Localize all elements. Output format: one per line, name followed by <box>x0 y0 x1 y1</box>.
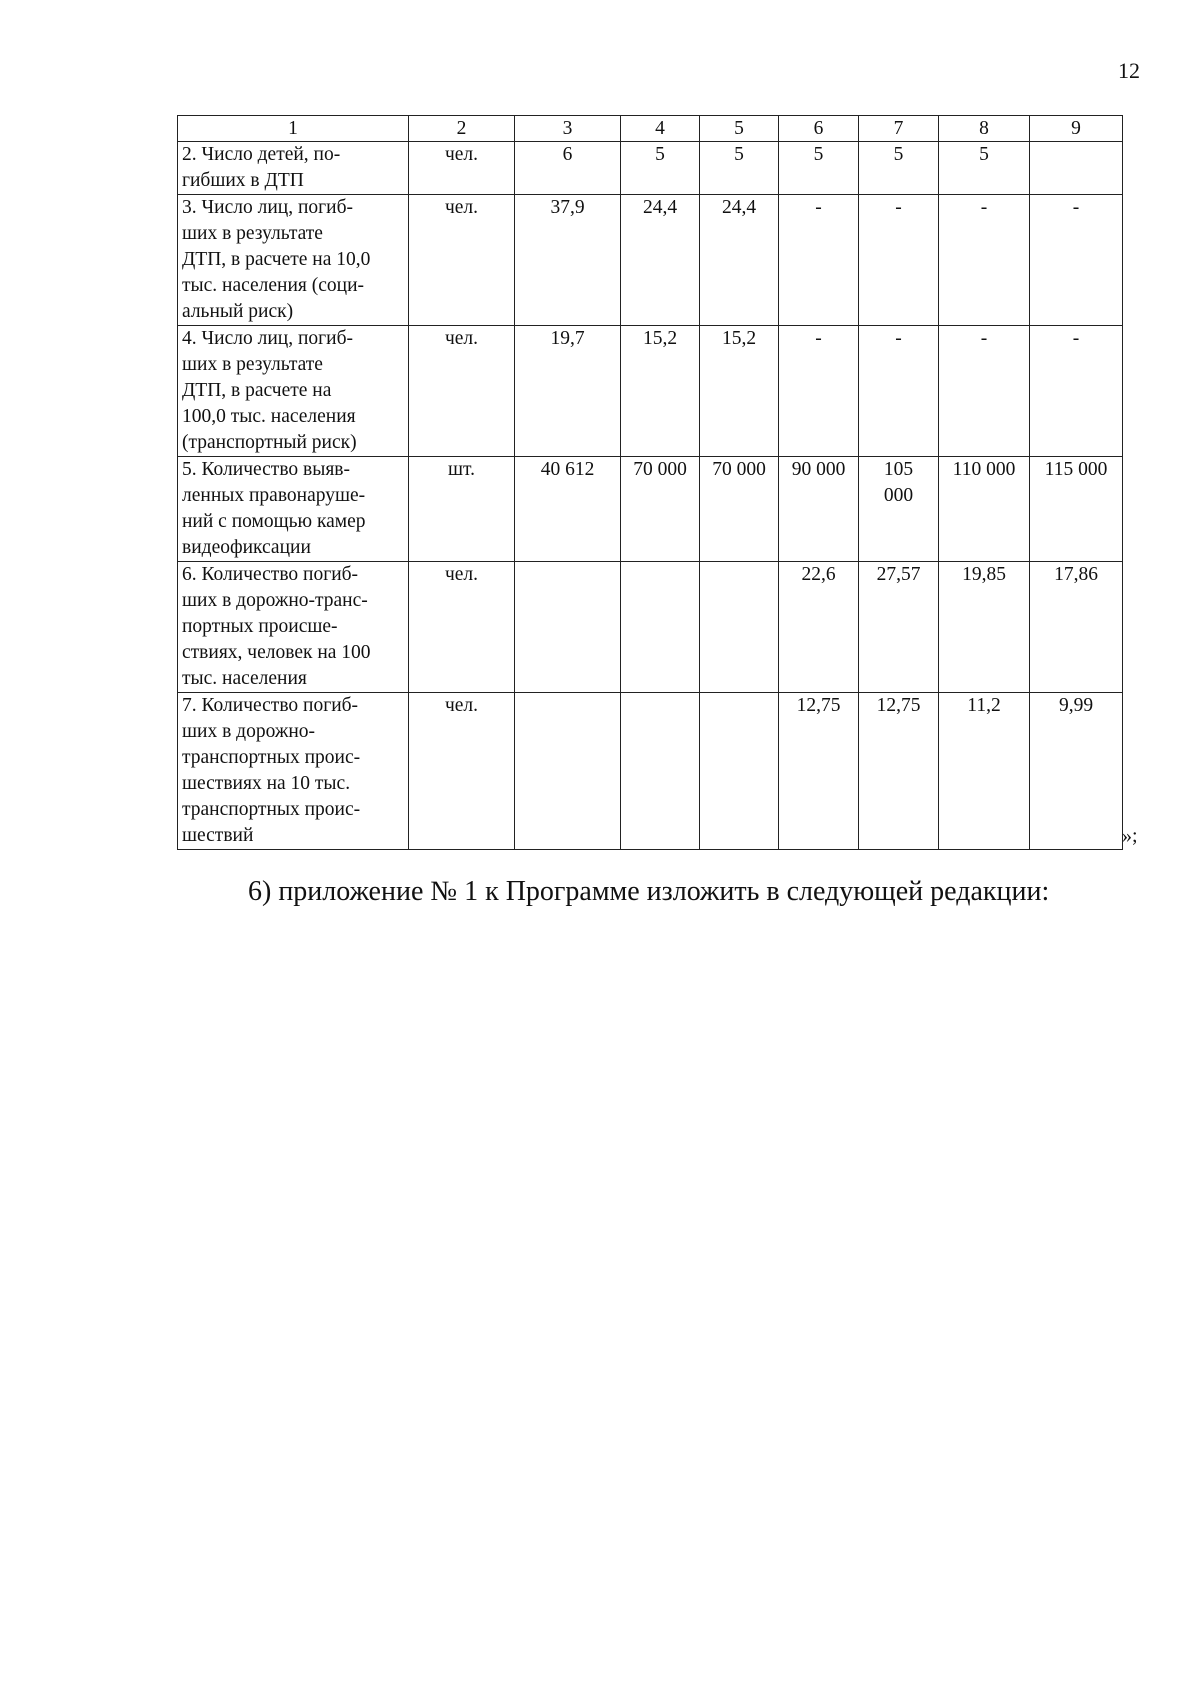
value-cell <box>515 693 621 850</box>
value-cell: 15,2 <box>621 326 700 457</box>
value-cell <box>515 562 621 693</box>
value-cell: - <box>939 326 1030 457</box>
value-cell: 11,2 <box>939 693 1030 850</box>
indicator-label: 7. Количество погиб- ших в дорожно- транспортных проис- шествиях на 10 тыс. транспортных проис- шествий <box>178 693 409 850</box>
column-header: 1 <box>178 116 409 142</box>
indicators-table <box>177 115 1123 850</box>
unit-cell: шт. <box>409 457 515 562</box>
unit-cell: чел. <box>409 693 515 850</box>
table-header-row <box>178 116 1123 142</box>
value-cell: - <box>779 195 859 326</box>
unit-cell: чел. <box>409 195 515 326</box>
value-cell: 6 <box>515 142 621 195</box>
value-cell: - <box>939 195 1030 326</box>
value-cell: 22,6 <box>779 562 859 693</box>
value-cell <box>1030 142 1123 195</box>
table-row <box>178 693 1123 850</box>
indicator-label: 6. Количество погиб- ших в дорожно-транс- портных происше- ствиях, человек на 100 тыс. населения <box>178 562 409 693</box>
value-cell: 9,99 <box>1030 693 1123 850</box>
closing-quote: »; <box>1122 825 1138 847</box>
column-header: 3 <box>515 116 621 142</box>
table-row <box>178 142 1123 195</box>
value-cell: 12,75 <box>779 693 859 850</box>
value-cell: 40 612 <box>515 457 621 562</box>
value-cell: 5 <box>939 142 1030 195</box>
value-cell: 17,86 <box>1030 562 1123 693</box>
value-cell: 70 000 <box>700 457 779 562</box>
value-cell: 15,2 <box>700 326 779 457</box>
value-cell: 19,7 <box>515 326 621 457</box>
page-number: 12 <box>1118 58 1140 83</box>
value-cell <box>700 562 779 693</box>
column-header: 2 <box>409 116 515 142</box>
value-cell <box>700 693 779 850</box>
value-cell: 110 000 <box>939 457 1030 562</box>
unit-cell: чел. <box>409 142 515 195</box>
indicator-label: 4. Число лиц, погиб- ших в результате ДТП, в расчете на 100,0 тыс. населения (транспортный риск) <box>178 326 409 457</box>
value-cell: 105 000 <box>859 457 939 562</box>
value-cell: - <box>1030 195 1123 326</box>
value-cell: 5 <box>621 142 700 195</box>
indicator-label: 3. Число лиц, погиб- ших в результате ДТП, в расчете на 10,0 тыс. населения (соци- альный риск) <box>178 195 409 326</box>
column-header: 9 <box>1030 116 1123 142</box>
value-cell: 5 <box>859 142 939 195</box>
value-cell <box>621 562 700 693</box>
indicator-label: 5. Количество выяв- ленных правонаруше- ний с помощью камер видеофиксации <box>178 457 409 562</box>
value-cell: 90 000 <box>779 457 859 562</box>
table-row <box>178 195 1123 326</box>
value-cell: - <box>1030 326 1123 457</box>
value-cell: 70 000 <box>621 457 700 562</box>
column-header: 4 <box>621 116 700 142</box>
value-cell: 24,4 <box>700 195 779 326</box>
column-header: 5 <box>700 116 779 142</box>
unit-cell: чел. <box>409 326 515 457</box>
table-row <box>178 562 1123 693</box>
value-cell: 37,9 <box>515 195 621 326</box>
column-header: 7 <box>859 116 939 142</box>
value-cell: - <box>859 195 939 326</box>
value-cell: 24,4 <box>621 195 700 326</box>
value-cell: - <box>859 326 939 457</box>
table-row <box>178 326 1123 457</box>
value-cell: - <box>779 326 859 457</box>
value-cell: 27,57 <box>859 562 939 693</box>
value-cell: 12,75 <box>859 693 939 850</box>
instruction-text: 6) приложение № 1 к Программе изложить в следующей редакции: <box>248 876 1050 907</box>
value-cell <box>621 693 700 850</box>
column-header: 6 <box>779 116 859 142</box>
unit-cell: чел. <box>409 562 515 693</box>
table-row <box>178 457 1123 562</box>
value-cell: 115 000 <box>1030 457 1123 562</box>
indicator-label: 2. Число детей, по- гибших в ДТП <box>178 142 409 195</box>
value-cell: 5 <box>700 142 779 195</box>
value-cell: 19,85 <box>939 562 1030 693</box>
value-cell: 5 <box>779 142 859 195</box>
column-header: 8 <box>939 116 1030 142</box>
